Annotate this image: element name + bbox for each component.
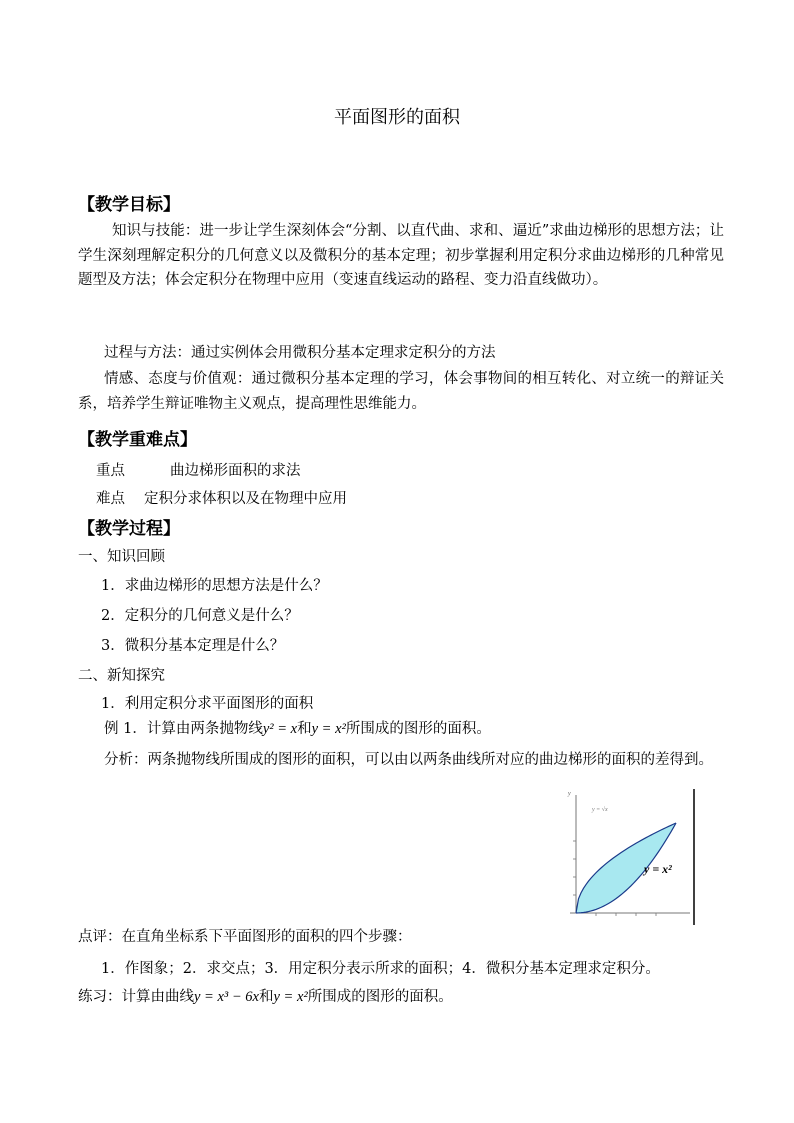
objectives-emotion: 情感、态度与价值观：通过微积分基本定理的学习，体会事物间的相互转化、对立统一的辩证关系，培养学生辩证唯物主义观点，提高理性思维能力。 bbox=[78, 371, 724, 412]
graph-y-axis-label: y bbox=[568, 791, 571, 797]
review-item-3: 3．微积分基本定理是什么？ bbox=[101, 638, 285, 654]
analysis-block bbox=[78, 748, 724, 773]
practice-eq1: y = x³ − 6x bbox=[194, 989, 259, 1005]
review-item-1: 1．求曲边梯形的思想方法是什么？ bbox=[101, 578, 328, 594]
key-points-heading: 【教学重难点】 bbox=[78, 430, 197, 450]
example-1 bbox=[104, 717, 491, 738]
practice bbox=[78, 985, 453, 1006]
objectives-process: 过程与方法：通过实例体会用微积分基本定理求定积分的方法 bbox=[104, 345, 496, 361]
parabola-area-graph bbox=[558, 787, 700, 927]
objectives-emotion-block bbox=[78, 367, 724, 416]
key-label: 重点 bbox=[96, 463, 125, 479]
example-prefix: 例 1．计算由两条抛物线 bbox=[104, 721, 263, 737]
example-eq1: y² = x bbox=[262, 721, 298, 737]
upper-curve-label: y = √x bbox=[592, 807, 608, 813]
practice-eq2: y = x² bbox=[273, 989, 308, 1005]
difficulty-label: 难点 bbox=[96, 491, 125, 507]
objectives-heading: 【教学目标】 bbox=[78, 195, 180, 215]
difficulty-text: 定积分求体积以及在物理中应用 bbox=[144, 491, 347, 507]
practice-and: 和 bbox=[258, 989, 274, 1005]
process-heading: 【教学过程】 bbox=[78, 519, 180, 539]
lower-curve-label: y = x² bbox=[644, 862, 672, 876]
example-suffix: 所围成的图形的面积。 bbox=[345, 721, 491, 737]
sub-topic-1: 1．利用定积分求平面图形的面积 bbox=[101, 696, 314, 712]
example-and: 和 bbox=[297, 721, 312, 737]
analysis: 分析：两条抛物线所围成的图形的面积，可以由以两条曲线所对应的曲边梯形的面积的差得到。 bbox=[104, 752, 713, 768]
practice-suffix: 所围成的图形的面积。 bbox=[307, 989, 453, 1005]
review-title: 一、知识回顾 bbox=[78, 549, 165, 565]
practice-prefix: 练习：计算由曲线 bbox=[78, 989, 194, 1005]
key-text: 曲边梯形面积的求法 bbox=[170, 463, 301, 479]
comment: 点评：在直角坐标系下平面图形的面积的四个步骤： bbox=[78, 929, 412, 945]
explore-title: 二、新知探究 bbox=[78, 668, 165, 684]
steps: 1．作图象；2．求交点；3．用定积分表示所求的面积；4．微积分基本定理求定积分。 bbox=[101, 961, 660, 977]
example-eq2: y = x² bbox=[311, 721, 346, 737]
page-title: 平面图形的面积 bbox=[334, 107, 460, 128]
review-item-2: 2．定积分的几何意义是什么？ bbox=[101, 608, 299, 624]
objectives-knowledge bbox=[78, 219, 724, 293]
knowledge-text: 知识与技能：进一步让学生深刻体会“分割、以直代曲、求和、逼近”求曲边梯形的思想方法；让学生深刻理解定积分的几何意义以及微积分的基本定理；初步掌握利用定积分求曲边梯形的几种常见题型及方法；体会定积分在物理中应用（变速直线运动的路程、变力沿直线做功）。 bbox=[78, 223, 724, 288]
